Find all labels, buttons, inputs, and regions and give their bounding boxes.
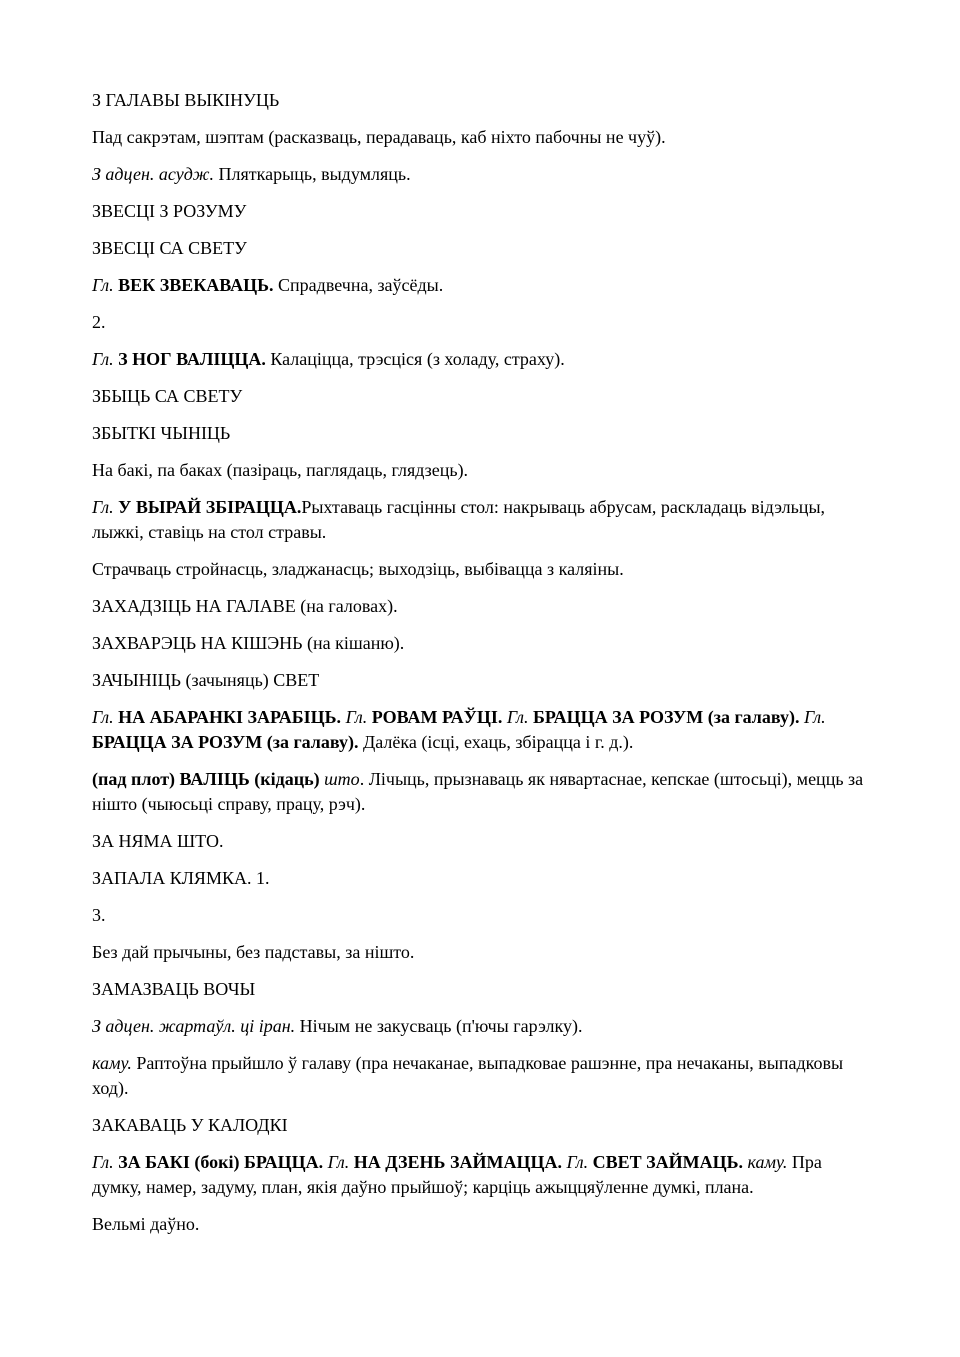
text-run: Гл.: [327, 1152, 350, 1172]
text-run: 2.: [92, 312, 106, 332]
text-run: Гл.: [345, 707, 368, 727]
text-run: Без дай прычыны, без падставы, за нішто.: [92, 942, 415, 962]
text-run: Гл.: [92, 1152, 114, 1172]
paragraph-28: [92, 1212, 868, 1237]
paragraph-10: [92, 421, 868, 446]
text-run: Гл.: [92, 349, 114, 369]
text-run: Раптоўна прыйшло ў галаву (пра нечаканае, выпадковае рашэнне, пра нечаканы, выпадковы ход).: [92, 1053, 844, 1098]
paragraph-5: [92, 236, 868, 261]
text-run: . Лічыць, прызнаваць як нявартаснае, кепскае (штосьці), мецць за нішто (чыюсьці справу, працу, рэч).: [92, 769, 864, 814]
text-run: ЗАХВАРЭЦЬ НА КІШЭНЬ (на кішаню).: [92, 633, 405, 653]
text-run: З НОГ ВАЛІЦЦА.: [118, 349, 266, 369]
text-run: БРАЦЦА ЗА РОЗУМ (за галаву).: [92, 732, 359, 752]
text-run: Спрадвечна, заўсёды.: [273, 275, 444, 295]
paragraph-20: [92, 866, 868, 891]
text-run: Вельмі даўно.: [92, 1214, 200, 1234]
paragraph-8: [92, 347, 868, 372]
document-page: [92, 88, 868, 1249]
paragraph-9: [92, 384, 868, 409]
paragraph-21: [92, 903, 868, 928]
paragraph-22: [92, 940, 868, 965]
text-run: ЗВЕСЦІ З РОЗУМУ: [92, 201, 247, 221]
paragraph-26: [92, 1113, 868, 1138]
paragraph-19: [92, 829, 868, 854]
text-run: Пляткарыць, выдумляць.: [214, 164, 411, 184]
text-run: Гл.: [92, 497, 114, 517]
paragraph-4: [92, 199, 868, 224]
paragraph-16: [92, 668, 868, 693]
text-run: Пра думку, намер, задуму, план, якія даўно прыйшоў; карціць ажыццяўленне думкі, плана.: [92, 1152, 822, 1197]
text-run: ЗБЫЦЬ СА СВЕТУ: [92, 386, 243, 406]
text-run: Страчваць стройнасць, зладжанасць; выходзіць, выбівацца з каляіны.: [92, 559, 624, 579]
text-run: З адцен. жартаўл. ці іран.: [92, 1016, 296, 1036]
paragraph-11: [92, 458, 868, 483]
text-run: БРАЦЦА ЗА РОЗУМ (за галаву).: [533, 707, 800, 727]
paragraph-12: [92, 495, 868, 545]
text-run: З ГАЛАВЫ ВЫКІНУЦЬ: [92, 90, 280, 110]
paragraph-15: [92, 631, 868, 656]
text-run: ЗА БАКІ (бокі) БРАЦЦА.: [118, 1152, 324, 1172]
text-run: ЗВЕСЦІ СА СВЕТУ: [92, 238, 247, 258]
text-run: ЗАКАВАЦЬ У КАЛОДКІ: [92, 1115, 288, 1135]
text-run: ЗАХАДЗІЦЬ НА ГАЛАВЕ (на галовах).: [92, 596, 398, 616]
paragraph-3: [92, 162, 868, 187]
paragraph-25: [92, 1051, 868, 1101]
text-run: Гл.: [92, 707, 114, 727]
text-run: СВЕТ ЗАЙМАЦЬ.: [592, 1152, 744, 1172]
paragraph-23: [92, 977, 868, 1002]
paragraph-7: [92, 310, 868, 335]
text-run: што: [324, 769, 360, 789]
paragraph-17: [92, 705, 868, 755]
text-run: каму.: [92, 1053, 132, 1073]
text-run: Нічым не закусваць (п'ючы гарэлку).: [295, 1016, 583, 1036]
text-run: На бакі, па баках (пазіраць, паглядаць, глядзець).: [92, 460, 469, 480]
text-run: Калаціцца, трэсціся (з холаду, страху).: [265, 349, 565, 369]
paragraph-24: [92, 1014, 868, 1039]
paragraph-18: [92, 767, 868, 817]
paragraph-2: [92, 125, 868, 150]
text-run: НА АБАРАНКІ ЗАРАБІЦЬ.: [118, 707, 342, 727]
text-run: Рыхтаваць гасцінны стол: накрываць абрусам, раскладаць відэльцы, лыжкі, ставіць на стол стравы.: [92, 497, 826, 542]
paragraph-27: [92, 1150, 868, 1200]
text-run: Далёка (ісці, ехаць, збірацца і г. д.).: [358, 732, 634, 752]
paragraph-13: [92, 557, 868, 582]
paragraph-1: [92, 88, 868, 113]
text-run: З адцен. асудж.: [92, 164, 215, 184]
text-run: каму.: [747, 1152, 788, 1172]
text-run: 3.: [92, 905, 106, 925]
text-run: (пад плот) ВАЛІЦЬ (кідаць): [92, 769, 320, 789]
text-run: ЗАМАЗВАЦЬ ВОЧЫ: [92, 979, 256, 999]
paragraph-14: [92, 594, 868, 619]
text-run: У ВЫРАЙ ЗБІРАЦЦА.: [118, 497, 302, 517]
text-run: ЗБЫТКІ ЧЫНІЦЬ: [92, 423, 231, 443]
paragraph-6: [92, 273, 868, 298]
text-run: ВЕК ЗВЕКАВАЦЬ.: [118, 275, 274, 295]
text-run: Гл.: [92, 275, 114, 295]
text-run: ЗА НЯМА ШТО.: [92, 831, 224, 851]
text-run: ЗАПАЛА КЛЯМКА. 1.: [92, 868, 270, 888]
text-run: Гл.: [566, 1152, 589, 1172]
text-run: Пад сакрэтам, шэптам (расказваць, перадаваць, каб ніхто пабочны не чуў).: [92, 127, 666, 147]
text-run: Гл.: [506, 707, 529, 727]
text-run: РОВАМ РАЎЦІ.: [371, 707, 503, 727]
text-run: ЗАЧЫНІЦЬ (зачыняць) СВЕТ: [92, 670, 320, 690]
text-run: Гл.: [804, 707, 826, 727]
text-run: НА ДЗЕНЬ ЗАЙМАЦЦА.: [353, 1152, 562, 1172]
